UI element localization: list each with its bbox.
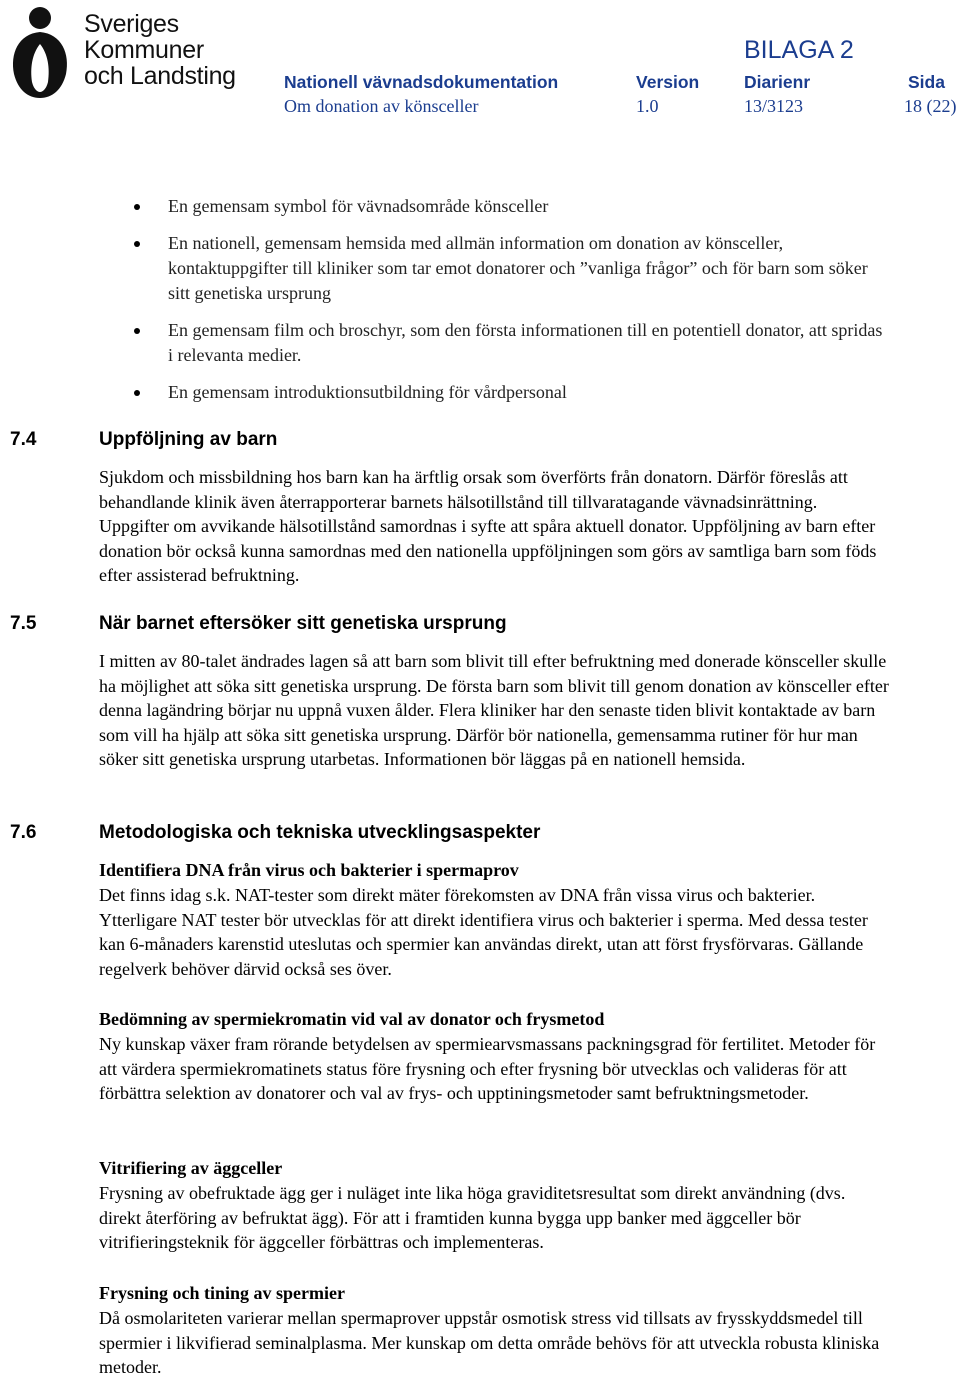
- subsection-paragraph: Frysning av obefruktade ägg ger i nuläget inte lika höga graviditetsresultat som direkt användning (dvs. direkt återföring av befruktat ägg). För att i framtiden kunna bygga upp banker med äggceller bör vitrifieringsteknik för äggceller förbättras och implementeras.: [99, 1183, 846, 1253]
- subsection-heading: Frysning och tining av spermier: [99, 1283, 345, 1303]
- skl-logo-icon: [4, 4, 76, 100]
- bullet-item: En gemensam film och broschyr, som den första informationen till en potentiell donator, att spridas i relevanta medier.: [168, 320, 883, 365]
- diarienr-label: Diarienr: [744, 72, 811, 92]
- subsection-heading: Identifiera DNA från virus och bakterier i spermaprov: [99, 860, 519, 880]
- bilaga-label: BILAGA 2: [744, 36, 854, 64]
- subsection-paragraph: Ny kunskap växer fram rörande betydelsen av spermiearvsmassans packningsgrad för fertilitet. Metoder för att värdera spermiekromatinets status före frysning och efter frysning bör utvecklas och valideras för att förbättra selektion av donatorer och val av frys- och upptiningsmetoder samt befruktningsmetoder.: [99, 1034, 876, 1104]
- org-name-line-3: och Landsting: [84, 62, 236, 90]
- doc-subtitle: Om donation av könsceller: [284, 96, 479, 116]
- section-heading: När barnet eftersöker sitt genetiska ursprung: [99, 613, 507, 634]
- section-paragraph: Sjukdom och missbildning hos barn kan ha ärftlig orsak som överförts från donatorn. Därför föreslås att behandlande klinik även återrapporterar barnets hälsotillstånd till tillvaratagande vävnadsinrättning. Uppgifter om avvikande hälsotillstånd samordnas i syfte att spåra aktuell donator. Uppföljning av barn efter donation bör också kunna samordnas med den nationella uppföljningen som görs av samtliga barn som föds efter assisterad befruktning.: [99, 467, 877, 586]
- section-number: 7.6: [10, 822, 37, 843]
- section-number: 7.4: [10, 429, 37, 450]
- version-value: 1.0: [636, 96, 659, 116]
- section-paragraph: I mitten av 80-talet ändrades lagen så att barn som blivit till efter befruktning med donerade könsceller skulle ha möjlighet att söka sitt genetiska ursprung. De första barn som blivit till genom donation av könsceller efter denna lagändring börjar nu uppnå vuxen ålder. Flera kliniker har den senaste tiden blivit kontaktade av barn som vill ha hjälp att söka sitt genetiska ursprung. Därför bör nationella, gemensamma rutiner för hur man söker sitt genetiska ursprung utarbetas. Informationen bör läggas på en nationell hemsida.: [99, 651, 889, 770]
- org-name-line-1: Sveriges: [84, 10, 179, 38]
- bullet-item: En gemensam symbol för vävnadsområde könsceller: [168, 196, 549, 216]
- section-heading: Metodologiska och tekniska utvecklingsaspekter: [99, 822, 541, 843]
- subsection-heading: Vitrifiering av äggceller: [99, 1158, 283, 1178]
- version-label: Version: [636, 72, 700, 92]
- page-label: Sida: [908, 72, 945, 92]
- org-name-line-2: Kommuner: [84, 36, 204, 64]
- section-heading: Uppföljning av barn: [99, 429, 278, 450]
- bullet-item: En nationell, gemensam hemsida med allmän information om donation av könsceller, kontaktuppgifter till kliniker som tar emot donatorer och ”vanliga frågor” och för barn som söker sitt genetiska ursprung: [168, 233, 868, 303]
- section-number: 7.5: [10, 613, 37, 634]
- doc-title: Nationell vävnadsdokumentation: [284, 72, 559, 92]
- page-number: 18 (22): [904, 96, 957, 116]
- bullet-dot: [134, 241, 140, 247]
- bullet-dot: [134, 390, 140, 396]
- diarienr-value: 13/3123: [744, 96, 804, 116]
- bullet-dot: [134, 204, 140, 210]
- bullet-dot: [134, 328, 140, 334]
- bullet-item: En gemensam introduktionsutbildning för vårdpersonal: [168, 382, 567, 402]
- subsection-heading: Bedömning av spermiekromatin vid val av donator och frysmetod: [99, 1009, 605, 1029]
- subsection-paragraph: Då osmolariteten varierar mellan spermaprover uppstår osmotisk stress vid tillsats av frysskyddsmedel till spermier i likvifierad seminalplasma. Mer kunskap om detta område behövs för att utveckla robusta kliniska metoder.: [99, 1308, 880, 1378]
- subsection-paragraph: Det finns idag s.k. NAT-tester som direkt mäter förekomsten av DNA från vissa virus och bakterier. Ytterligare NAT tester bör utvecklas för att direkt identifiera virus och bakterier i sperma. Med dessa tester kan 6-månaders karenstid uteslutas och spermier kan användas direkt, utan att först frysförvaras. Gällande regelverk behöver därvid också ses över.: [99, 885, 868, 979]
